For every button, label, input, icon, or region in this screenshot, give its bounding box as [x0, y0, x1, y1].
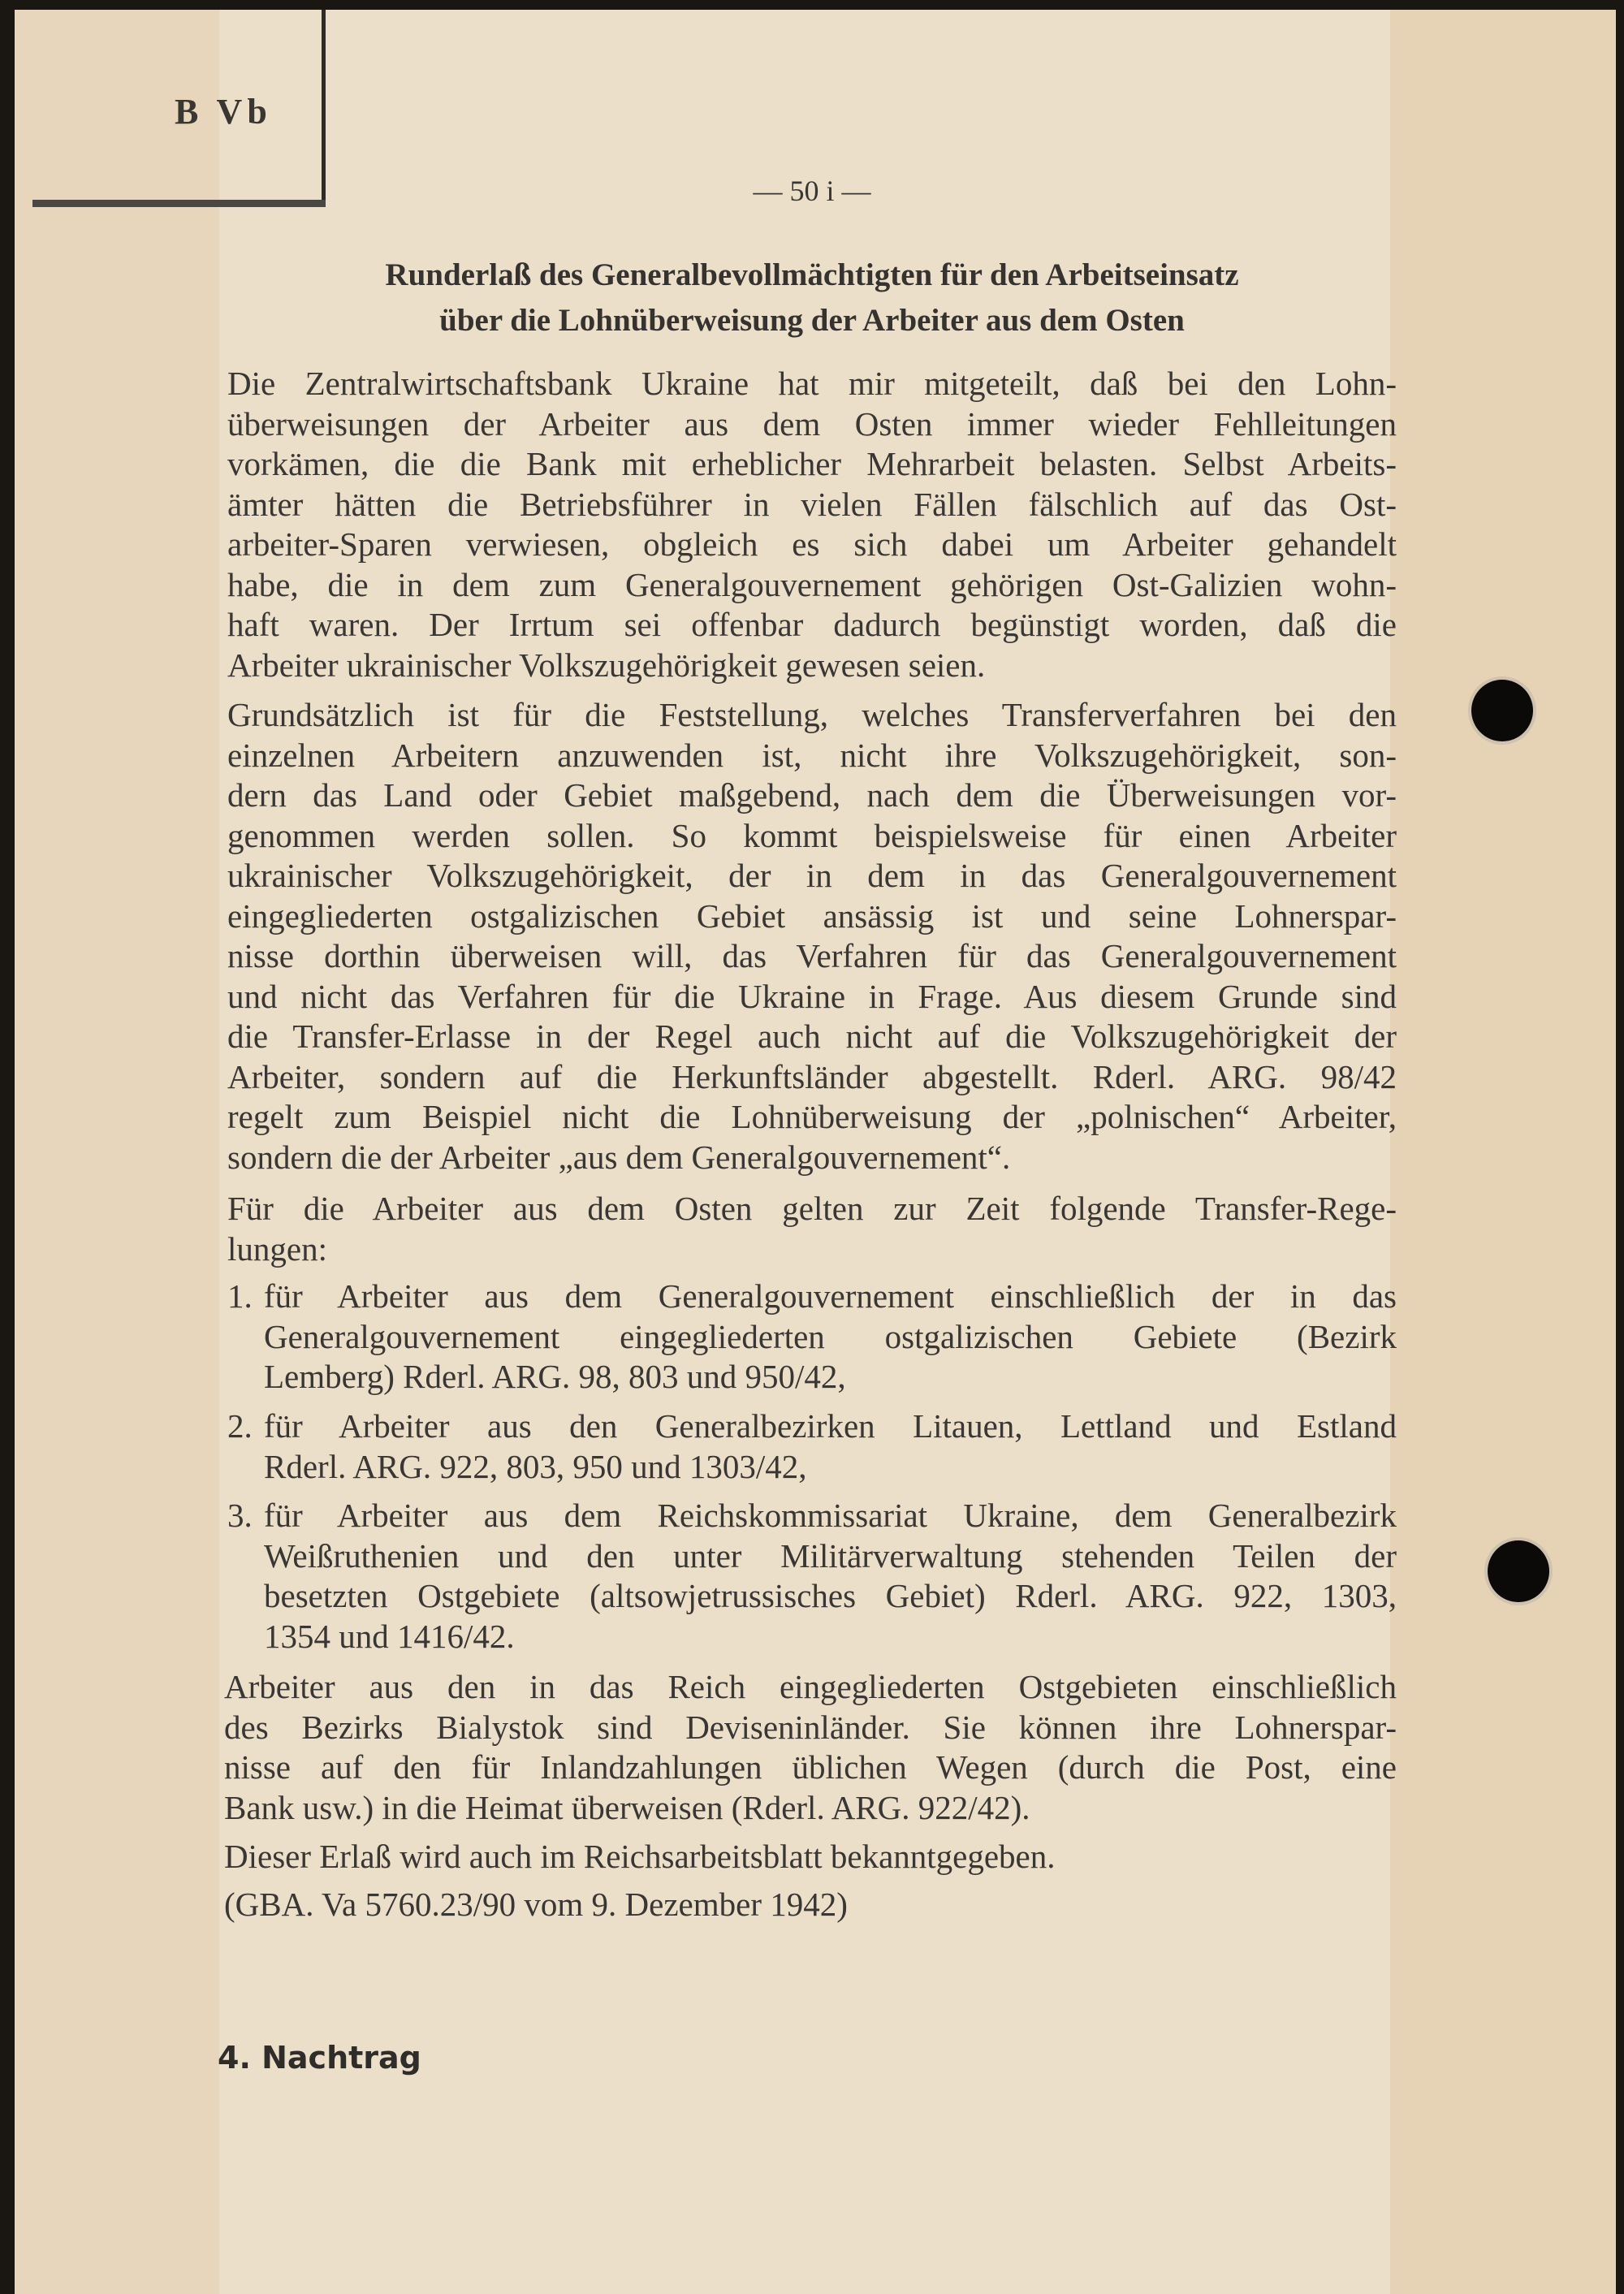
text-line: einzelnen Arbeitern anzuwenden ist, nicht ihre Volkszugehörigkeit, son-: [227, 736, 1397, 774]
text-line: genommen werden sollen. So kommt beispielsweise für einen Arbeiter: [227, 816, 1397, 854]
text-line: Arbeiter aus den in das Reich eingegliederten Ostgebieten einschließlich: [224, 1668, 1397, 1705]
text-line: für Arbeiter aus dem Generalgouvernement einschließlich der in das: [264, 1277, 1397, 1315]
text-line: Die Zentralwirtschaftsbank Ukraine hat mir mitgeteilt, daß bei den Lohn-: [227, 365, 1397, 402]
text-line: und nicht das Verfahren für die Ukraine in Frage. Aus diesem Grunde sind: [227, 977, 1397, 1015]
text-line: nisse auf den für Inlandzahlungen üblichen Wegen (durch die Post, eine: [224, 1748, 1397, 1786]
text-line: haft waren. Der Irrtum sei offenbar dadurch begünstigt worden, daß die: [227, 606, 1397, 643]
page-number: — 50 i —: [753, 175, 871, 207]
text-line: die Transfer-Erlasse in der Regel auch nicht auf die Volkszugehörigkeit der: [227, 1017, 1397, 1055]
title-line-1: Runderlaß des Generalbevollmächtigten für den Arbeitseinsatz: [385, 257, 1239, 292]
punch-hole: [1488, 1540, 1549, 1602]
text-line: ukrainischer Volkszugehörigkeit, der in dem in das Generalgouvernement: [227, 857, 1397, 894]
supplement-label: 4. Nachtrag: [218, 2040, 421, 2076]
text-line: Generalgouvernement eingegliederten ostgalizischen Gebiete (Bezirk: [264, 1317, 1397, 1355]
text-line: Arbeiter, sondern auf die Herkunftsländer abgestellt. Rderl. ARG. 98/42: [227, 1057, 1397, 1095]
text-line: 1354 und 1416/42.: [264, 1617, 515, 1655]
text-line: Rderl. ARG. 922, 803, 950 und 1303/42,: [264, 1447, 807, 1485]
text-line: Arbeiter ukrainischer Volkszugehörigkeit gewesen seien.: [227, 646, 986, 684]
text-line: überweisungen der Arbeiter aus dem Osten immer wieder Fehlleitungen: [227, 404, 1397, 443]
text-line: für Arbeiter aus dem Reichskommissariat Ukraine, dem Generalbezirk: [264, 1497, 1397, 1534]
text-line: Dieser Erlaß wird auch im Reichsarbeitsblatt bekanntgegeben.: [224, 1838, 1056, 1875]
text-line: Für die Arbeiter aus dem Osten gelten zur Zeit folgende Transfer-Rege-: [227, 1190, 1397, 1227]
text-line: regelt zum Beispiel nicht die Lohnüberweisung der „polnischen“ Arbeiter,: [227, 1098, 1397, 1135]
right-margin-strip: [1390, 10, 1616, 2294]
text-line: dern das Land oder Gebiet maßgebend, nach dem die Überweisungen vor-: [227, 776, 1397, 814]
text-line: ämter hätten die Betriebsführer in vielen Fällen fälschlich auf das Ost-: [227, 485, 1397, 523]
text-line: (GBA. Va 5760.23/90 vom 9. Dezember 1942): [224, 1886, 848, 1923]
text-line: nisse dorthin überweisen will, das Verfahren für das Generalgouvernement: [227, 937, 1397, 974]
text-line: vorkämen, die die Bank mit erheblicher Mehrarbeit belasten. Selbst Arbeits-: [227, 445, 1397, 482]
text-line: Lemberg) Rderl. ARG. 98, 803 und 950/42,: [264, 1358, 846, 1395]
text-line: sondern die der Arbeiter „aus dem Generalgouvernement“.: [227, 1138, 1011, 1176]
text-line: arbeiter-Sparen verwiesen, obgleich es sich dabei um Arbeiter gehandelt: [227, 525, 1397, 563]
text-line: habe, die in dem zum Generalgouvernement gehörigen Ost-Galizien wohn-: [227, 565, 1397, 603]
list-number: 2.: [227, 1407, 253, 1445]
text-line: Grundsätzlich ist für die Feststellung, welches Transferverfahren bei den: [227, 696, 1397, 733]
section-label: B Vb: [175, 92, 272, 132]
text-line: eingegliederten ostgalizischen Gebiet ansässig ist und seine Lohnerspar-: [227, 896, 1397, 935]
text-line: für Arbeiter aus den Generalbezirken Litauen, Lettland und Estland: [264, 1407, 1397, 1445]
text-line: des Bezirks Bialystok sind Deviseninländer. Sie können ihre Lohnerspar-: [224, 1708, 1397, 1746]
title-line-2: über die Lohnüberweisung der Arbeiter aus dem Osten: [439, 303, 1185, 338]
punch-hole: [1471, 680, 1533, 741]
list-number: 3.: [227, 1497, 253, 1534]
text-line: lungen:: [227, 1229, 327, 1268]
text-line: Weißruthenien und den unter Militärverwaltung stehenden Teilen der: [264, 1536, 1397, 1575]
list-number: 1.: [227, 1277, 253, 1315]
text-line: Bank usw.) in die Heimat überweisen (Rderl. ARG. 922/42).: [224, 1788, 1030, 1826]
text-line: besetzten Ostgebiete (altsowjetrussisches Gebiet) Rderl. ARG. 922, 1303,: [264, 1577, 1397, 1614]
